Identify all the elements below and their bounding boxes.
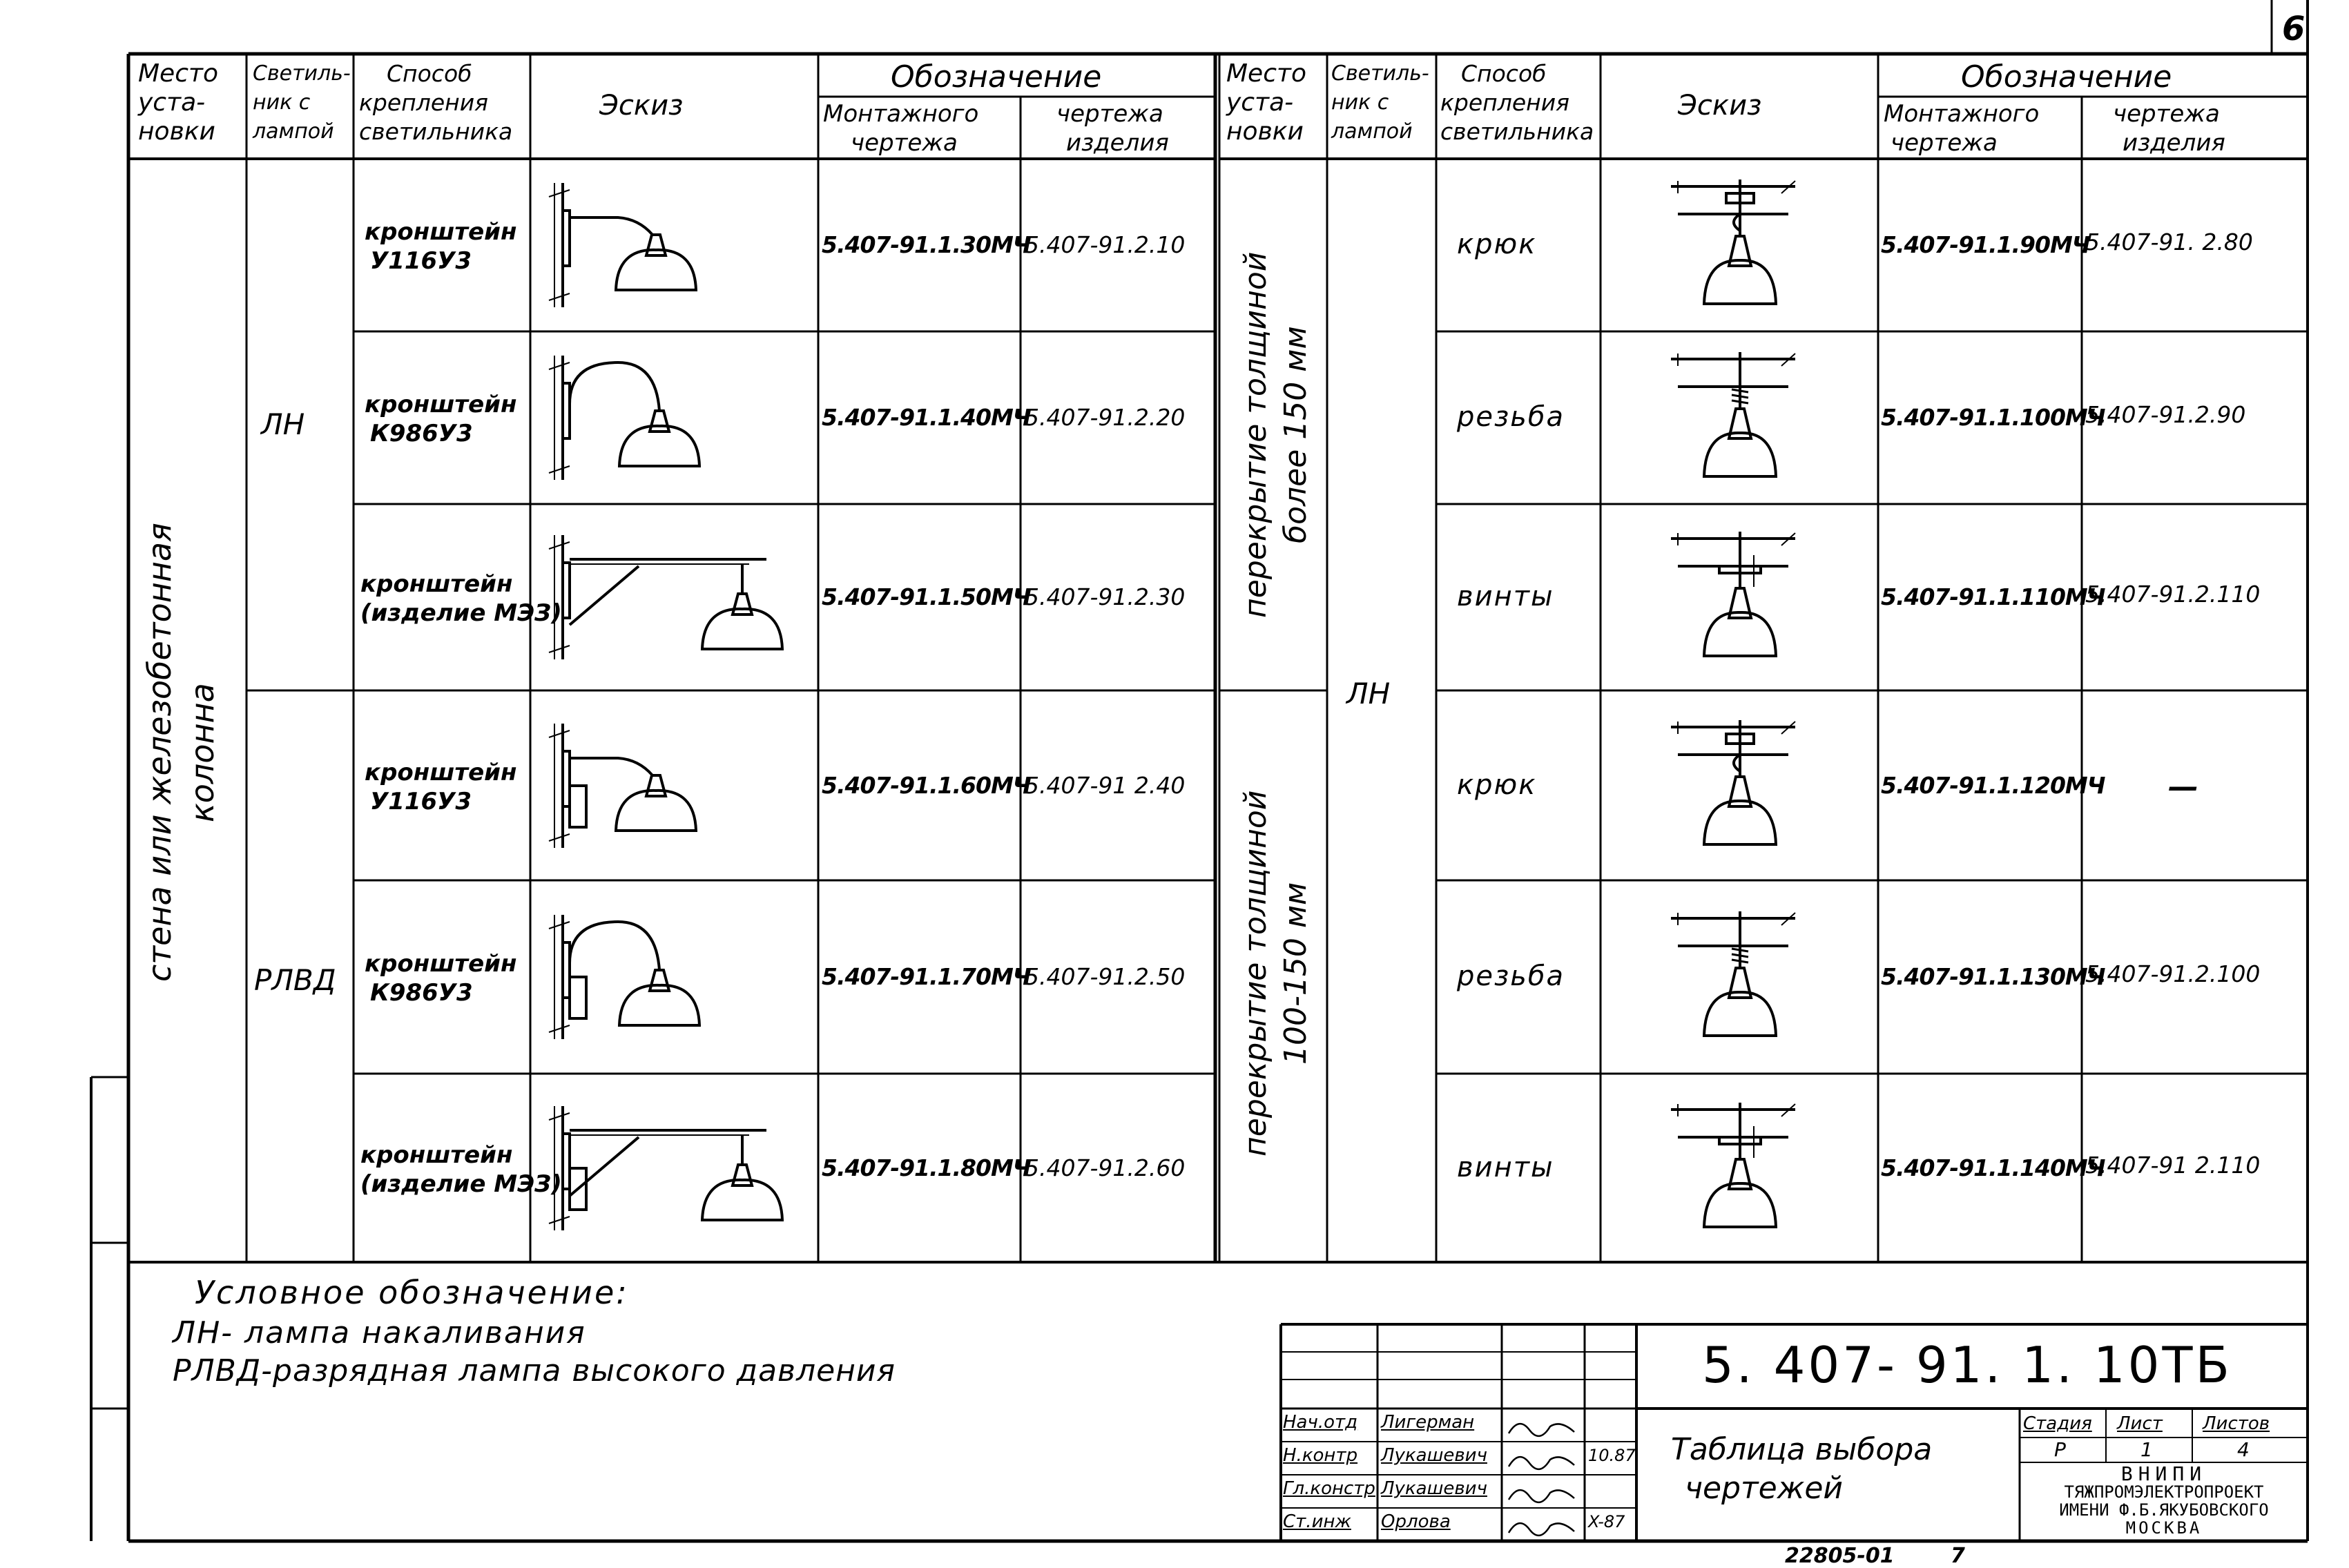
method-line: кронштейн	[360, 1141, 513, 1169]
bracket-long-ballast-icon	[535, 1092, 811, 1244]
header-mount-line: чертежа	[1891, 129, 1998, 157]
mount-method: крюк	[1457, 229, 1537, 260]
header-lamp	[253, 59, 351, 146]
header-lamp-line: ник с	[253, 90, 311, 115]
header-method-line: крепления	[1440, 89, 1570, 116]
legend-title: Условное обозначение:	[195, 1274, 629, 1311]
mount-drawing-number: 5.407-91.1.40МЧ	[822, 404, 1031, 431]
header-place-line: уста-	[138, 88, 206, 117]
signer-name: Орлова	[1381, 1511, 1451, 1532]
header-product-line: чертежа	[1056, 100, 1163, 128]
method-line: К986У3	[370, 420, 473, 447]
mount-drawing-number: 5.407-91.1.50МЧ	[822, 583, 1031, 610]
header-lamp-line: Светиль-	[1331, 61, 1429, 86]
signature-icon	[1505, 1512, 1581, 1540]
place-line: перекрытие толщиной	[1238, 790, 1273, 1157]
mount-method	[360, 949, 516, 1007]
method-line: кронштейн	[365, 391, 517, 418]
header-lamp	[1331, 59, 1429, 146]
product-drawing-number: 5.407-91.2.30	[1025, 583, 1186, 610]
sheet-label: Лист	[2117, 1413, 2163, 1434]
header-sketch: Эскиз	[1678, 90, 1762, 122]
header-place-line: Место	[138, 59, 218, 88]
header-product-line: изделия	[1066, 129, 1169, 157]
stage-label: Стадия	[2023, 1413, 2092, 1434]
signer-role: Ст.инж	[1283, 1511, 1351, 1532]
method-line: К986У3	[370, 979, 473, 1007]
mount-drawing-number: 5.407-91.1.70МЧ	[822, 963, 1031, 990]
org-line: ТЯЖПРОМЭЛЕКТРОПРОЕКТ	[2064, 1482, 2264, 1502]
method-line: У116У3	[370, 787, 472, 815]
method-line: кронштейн	[365, 950, 517, 978]
header-method	[1440, 59, 1594, 146]
place-wall-column	[138, 387, 228, 1119]
signature-icon	[1505, 1446, 1581, 1473]
place-line: 100-150 мм	[1278, 882, 1313, 1065]
header-method-line: Способ	[1461, 60, 1547, 87]
signer-name: Лукашевич	[1381, 1445, 1487, 1466]
header-method-line: светильника	[359, 118, 513, 145]
mount-method: крюк	[1457, 768, 1537, 801]
lamp-value-ln: ЛН	[1346, 677, 1391, 710]
product-drawing-number: 5.407-91 2.40	[1025, 771, 1186, 799]
legend-rlvd: РЛВД-разрядная лампа высокого давления	[173, 1353, 896, 1388]
lamp-group-ln: ЛН	[261, 407, 305, 441]
product-drawing-number: 5.407-91.2.60	[1025, 1154, 1186, 1181]
product-drawing-number: 5.407-91.2.10	[1025, 231, 1186, 258]
header-mount-drawing	[823, 99, 978, 157]
org-line: ВНИПИ	[2120, 1462, 2207, 1485]
header-product-drawing	[1056, 99, 1169, 157]
product-drawing-number: 5.407-91.2.100	[2085, 960, 2261, 987]
place-line: колонна	[184, 683, 221, 822]
org-line: ИМЕНИ Ф.Б.ЯКУБОВСКОГО	[2059, 1500, 2269, 1520]
signature-icon	[1505, 1413, 1581, 1440]
document-code: 5. 407- 91. 1. 10ТБ	[1702, 1336, 2232, 1394]
organization-stamp	[2023, 1462, 2305, 1538]
product-drawing-number: 5.407-91 2.110	[2085, 1151, 2261, 1179]
mount-drawing-number: 5.407-91.1.100МЧ	[1881, 404, 2105, 431]
mount-drawing-number: 5.407-91.1.30МЧ	[822, 231, 1031, 258]
sheet-number: 6	[2282, 10, 2306, 48]
product-drawing-number: 5.407-91.2.90	[2085, 401, 2246, 428]
document-title	[1671, 1431, 1932, 1508]
org-line: МОСКВА	[2125, 1518, 2203, 1538]
footer-page: 7	[1951, 1544, 1965, 1568]
bracket-short-icon	[535, 169, 811, 321]
method-line: кронштейн	[365, 758, 517, 786]
header-lamp-line: лампой	[253, 119, 334, 144]
ceiling-hook-icon	[1657, 173, 1823, 318]
header-lamp-line: Светиль-	[253, 61, 351, 86]
product-drawing-number: 5.407-91. 2.80	[2085, 229, 2253, 255]
bracket-arc-icon	[535, 342, 811, 494]
mount-drawing-number: 5.407-91.1.110МЧ	[1881, 583, 2105, 610]
signature-icon	[1505, 1479, 1581, 1507]
place-ceiling-thick	[1236, 200, 1319, 670]
method-line: (изделие МЭЗ)	[360, 599, 562, 627]
header-lamp-line: ник с	[1331, 90, 1389, 115]
ceiling-thread-icon	[1657, 904, 1823, 1049]
bracket-short-ballast-icon	[535, 710, 811, 862]
mount-method: винты	[1457, 1151, 1554, 1183]
method-line: кронштейн	[365, 218, 517, 246]
mount-method: резьба	[1457, 401, 1565, 433]
header-product-line: изделия	[2123, 129, 2225, 157]
footer-code: 22805-01	[1785, 1544, 1895, 1568]
product-drawing-number: 5.407-91.2.20	[1025, 404, 1186, 431]
header-mount-line: Монтажного	[823, 100, 979, 128]
place-line: перекрытие толщиной	[1238, 251, 1273, 619]
signer-date: X-87	[1588, 1512, 1625, 1531]
header-designation: Обозначение	[891, 59, 1102, 95]
sheets-value: 4	[2237, 1438, 2250, 1461]
header-place-line: уста-	[1226, 88, 1294, 117]
signer-name: Лукашевич	[1381, 1478, 1487, 1499]
mount-drawing-number: 5.407-91.1.80МЧ	[822, 1154, 1031, 1181]
header-mount-line: чертежа	[851, 129, 958, 157]
ceiling-screws-icon	[1657, 525, 1823, 670]
signer-date: 10.87	[1588, 1446, 1636, 1465]
method-line: У116У3	[370, 247, 472, 275]
legend-ln: ЛН- лампа накаливания	[173, 1315, 586, 1351]
mount-method	[360, 217, 516, 275]
place-ceiling-thin	[1236, 732, 1319, 1215]
header-product-line: чертежа	[2113, 100, 2220, 128]
header-product-drawing	[2113, 99, 2225, 157]
signer-name: Лигерман	[1381, 1412, 1475, 1433]
mount-drawing-number: 5.407-91.1.90МЧ	[1881, 231, 2090, 258]
header-place-line: новки	[1226, 117, 1304, 146]
title-line: Таблица выбора	[1671, 1432, 1933, 1467]
header-method-line: Способ	[387, 60, 472, 87]
bracket-long-icon	[535, 521, 811, 673]
signer-role: Гл.констр	[1283, 1478, 1375, 1499]
header-method-line: крепления	[359, 89, 489, 116]
mount-drawing-number: 5.407-91.1.120МЧ	[1881, 771, 2105, 799]
signer-role: Н.контр	[1283, 1445, 1358, 1466]
sheet-value: 1	[2140, 1438, 2153, 1461]
header-method-line: светильника	[1440, 118, 1594, 145]
lamp-group-rlvd: РЛВД	[254, 963, 336, 997]
header-sketch: Эскиз	[599, 90, 684, 122]
header-mount-line: Монтажного	[1884, 100, 2040, 128]
header-mount-drawing	[1884, 99, 2039, 157]
place-line: стена или железобетонная	[141, 523, 178, 983]
header-place-line: Место	[1226, 59, 1306, 88]
mount-drawing-number: 5.407-91.1.140МЧ	[1881, 1154, 2105, 1181]
mount-method: резьба	[1457, 960, 1565, 992]
mount-drawing-number: 5.407-91.1.130МЧ	[1881, 963, 2105, 990]
mount-method	[360, 390, 516, 448]
title-line: чертежей	[1685, 1471, 1844, 1506]
stage-value: Р	[2054, 1438, 2066, 1461]
header-designation: Обозначение	[1961, 59, 2172, 95]
place-line: более 150 мм	[1278, 326, 1313, 544]
mount-drawing-number: 5.407-91.1.60МЧ	[822, 771, 1031, 799]
method-line: кронштейн	[360, 570, 513, 598]
mount-method	[360, 570, 562, 628]
sheets-label: Листов	[2203, 1413, 2270, 1434]
ceiling-thread-icon	[1657, 345, 1823, 490]
header-place	[1226, 59, 1306, 146]
header-place-line: новки	[138, 117, 215, 146]
header-place	[138, 59, 218, 146]
product-drawing-number: 5.407-91.2.110	[2085, 581, 2261, 608]
mount-method	[360, 758, 516, 816]
method-line: (изделие МЭЗ)	[360, 1170, 562, 1198]
product-drawing-number: —	[2168, 768, 2198, 804]
signer-role: Нач.отд	[1283, 1412, 1358, 1433]
ceiling-screws-icon	[1657, 1096, 1823, 1241]
ceiling-hook-icon	[1657, 713, 1823, 858]
product-drawing-number: 5.407-91.2.50	[1025, 963, 1186, 990]
header-method	[359, 59, 512, 146]
bracket-arc-ballast-icon	[535, 901, 811, 1053]
mount-method	[360, 1141, 562, 1199]
mount-method: винты	[1457, 581, 1554, 612]
header-lamp-line: лампой	[1331, 119, 1413, 144]
